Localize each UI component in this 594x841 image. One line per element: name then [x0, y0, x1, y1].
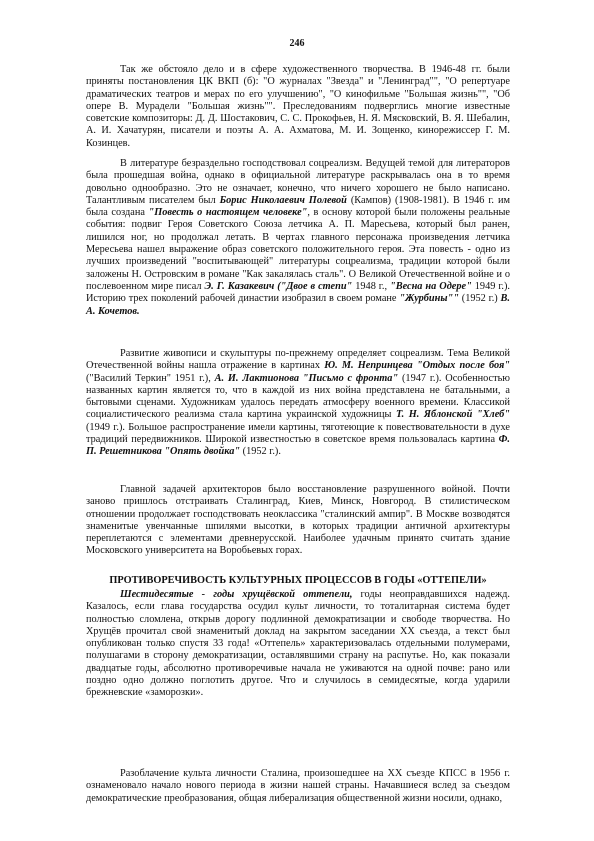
emphasis-author-kochetov: В. А. Кочетов.	[86, 293, 510, 317]
emphasis-neprintsev: Ю. М. Непринцева "Отдых после боя"	[324, 360, 511, 372]
paragraph-text: Главной задачей архитекторов было восстановление разрушенного войной. Почти заново пришлось отстраивать Сталинград, Киев, Минск, Новгород. В стилистическом отношении продолжает господствовать неоклассика "сталинский ампир". В Москве возводятся знаменитые увенчанные шпилями высотки, в которых традиции античной архитектуры переплетаются с элементами древнерусской. Наиболее удачным принято считать здание Московского университета на Воробьевых горах.	[86, 484, 510, 557]
emphasis-kazakevich: Э. Г. Казакевич ("Двое в степи"	[204, 280, 353, 292]
text-run: годы неоправдавшихся надежд. Казалось, если глава государства осудил культ личности, то тоталитарная система будет полностью сломлена, открыв дорогу подлинной демократизации и свободе творчества. Но Хрущёв прочитал свой знаменитый доклад на закрытом заседании XX съезда, а текст был опубликован только спустя 33 года! «Оттепель» характеризовалась отдельными полумерами, полушагами в сторону демократизации, оставлявшими страну на распутье. Но, как показали двадцатые годы, абсолютно противоречивые начала не уживаются на одной почве: рано или поздно одно должно поглотить другое. Что и случилось в семидесятые, когда ударили брежневские «заморозки».	[86, 589, 510, 699]
text-run: (1947 г.). Особенностью названных картин является то, что в каждой из них война представлена не батальными, а бытовыми сценами. Художникам удалось передать атмосферу военного времени. Классикой социалистического реализма стала картина украинской художницы	[86, 372, 510, 421]
paragraph-painting	[86, 348, 510, 459]
text-run: (1952 г.)	[458, 293, 501, 305]
emphasis-reshetnikov: Ф. П. Решетникова "Опять двойка"	[86, 434, 510, 458]
emphasis-sixties: Шестидесятые - годы хрущёвской оттепели,	[120, 589, 353, 600]
paragraph-text	[86, 589, 510, 700]
text-run: В литературе безраздельно господствовал соцреализм. Ведущей темой для литераторов была прошедшая война, однако в официальной литературе раскрывалась она в то время довольно однообразно. Это не означает, конечно, что ничего хорошего не было написано. Талантливым писателем был	[86, 158, 510, 206]
text-run: 1949 г.). Историю трех поколений рабочей династии изобразил в своем романе	[86, 280, 510, 305]
paragraph-text: Разоблачение культа личности Сталина, произошедшее на XX съезде КПСС в 1956 г. ознаменовало начало нового периода в жизни нашей страны. Начавшиеся вслед за съездом демократические преобразования, общая либерализация общественной жизни носили, однако,	[86, 768, 510, 804]
emphasis-yablonskaya: Т. Н. Яблонской "Хлеб"	[396, 409, 511, 421]
paragraph-text: Так же обстояло дело и в сфере художественного творчества. В 1946-48 гг. были приняты постановления ЦК ВКП (б): "О журналах "Звезда" и "Ленинград"", "О репертуаре драматических театров и мерах по его улучшению", "О кинофильме "Большая жизнь"", "Об опере В. Мурадели "Большая жизнь"". Преследованиям подверглись многие известные советские композиторы: Д. Д. Шостакович, С. С. Прокофьев, Н. Я. Мясковский, В. Я. Шебалин, А. И. Хачатурян, писатели и поэты А. А. Ахматова, М. И. Зощенко, кинорежиссер Г. М. Козинцев.	[86, 64, 510, 149]
text-run: (1949 г.). Большое распространение имели картины, тяготеющие к повествовательности в духе традиций передвижников. Широкой известностью в советское время пользовалась картина	[86, 421, 510, 446]
paragraph-destalinization	[86, 768, 510, 805]
text-run: , в основу которой были положены реальные события: подвиг Героя Советского Союза летчика А. П. Маресьева, который был ранен, лишился ног, но продолжал летать. В чертах главного персонажа произведения летчика Мересьева нашел выражение образ советского положительного героя. Эта повесть - одно из лучших произведений "воспитывающей" литературы соцреализма, традиции которой были заложены Н. Островским в романе "Как закалялась сталь". О Великой Отечественной войне и о послевоенном мире писал	[86, 207, 511, 292]
emphasis-title-vesna: "Весна на Одере"	[390, 280, 472, 292]
paragraph-architecture	[86, 484, 510, 558]
text-run: (1952 г.).	[240, 446, 281, 458]
paragraph-text	[86, 158, 510, 318]
paragraph-art-policy	[86, 64, 510, 150]
emphasis-laktionov: А. И. Лактионова "Письмо с фронта"	[214, 372, 399, 384]
text-run: ("Василий Теркин" 1951 г.),	[86, 372, 215, 384]
emphasis-author-polevoy: Борис Николаевич Полевой	[219, 194, 347, 206]
emphasis-title-povest: "Повесть о настоящем человеке"	[148, 207, 308, 219]
text-run: (Кампов) (1908-1981). В 1946 г. им была создана	[86, 194, 510, 219]
section-heading: ПРОТИВОРЕЧИВОСТЬ КУЛЬТУРНЫХ ПРОЦЕССОВ В ГОДЫ «ОТТЕПЕЛИ»	[109, 575, 487, 586]
paragraph-literature	[86, 158, 510, 318]
paragraph-text	[86, 348, 510, 459]
text-run: 1948 г.,	[352, 280, 390, 292]
emphasis-title-zhurbiny: "Журбины""	[399, 293, 459, 305]
page-number: 246	[289, 38, 305, 49]
text-run: Развитие живописи и скульптуры по-прежнему определяет соцреализм. Тема Великой Отечественной войны нашла отражение в картинах	[86, 348, 510, 372]
paragraph-thaw	[86, 589, 510, 700]
